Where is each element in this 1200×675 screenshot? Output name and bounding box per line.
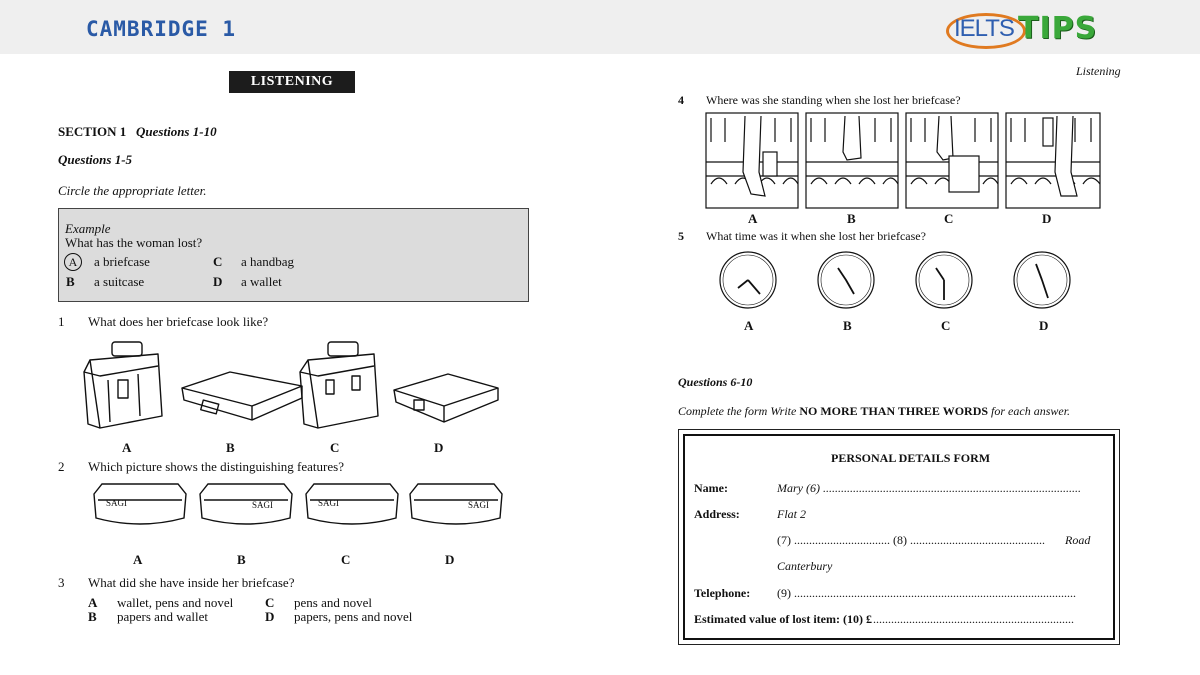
clock-d-image <box>1014 252 1070 308</box>
q5-letter-a: A <box>744 318 754 333</box>
q2-letter-b: B <box>237 552 246 567</box>
clock-illustrations <box>718 250 1078 316</box>
svg-text:SAGI: SAGI <box>106 498 128 508</box>
example-option-d-letter: D <box>213 274 223 289</box>
example-option-a-text: a briefcase <box>94 254 150 269</box>
section-heading <box>58 124 217 140</box>
telephone-answer-field[interactable]: (9) .............................................................................................. <box>777 586 1076 600</box>
briefcase-illustrations <box>80 336 510 436</box>
platform-c-image <box>906 113 998 208</box>
question-1-text: What does her briefcase look like? <box>88 314 269 329</box>
q4-letter-b: B <box>847 211 856 226</box>
feature-a-image <box>94 484 186 524</box>
address-line-1: Flat 2 <box>777 507 806 521</box>
clock-b-image <box>818 252 874 308</box>
q3-option-b-letter: B <box>88 609 97 624</box>
q3-option-c-letter: C <box>265 595 275 610</box>
q4-letter-d: D <box>1042 211 1052 226</box>
q1-letter-d: D <box>434 440 444 455</box>
question-2-text: Which picture shows the distinguishing features? <box>88 459 344 474</box>
question-4-text: Where was she standing when she lost her briefcase? <box>706 93 961 107</box>
estimated-value-label: Estimated value of lost item: (10) £ <box>694 612 872 626</box>
name-answer-field[interactable]: Mary (6) ...................................................................................... <box>777 481 1081 495</box>
feature-c-image <box>306 484 398 524</box>
example-option-a-letter <box>64 253 82 271</box>
question-3-text: What did she have inside her briefcase? <box>88 575 295 590</box>
q3-option-d-letter: D <box>265 609 275 624</box>
instruction-suffix: for each answer. <box>988 404 1071 418</box>
question-5-number: 5 <box>678 229 684 243</box>
question-4-number: 4 <box>678 93 684 107</box>
address-road: Road <box>1065 533 1091 547</box>
feature-d-image <box>410 484 502 524</box>
svg-text:SAGI: SAGI <box>468 500 490 510</box>
address-label: Address: <box>694 507 740 521</box>
form-instruction <box>678 404 1070 419</box>
example-option-c-text: a handbag <box>241 254 295 269</box>
platform-a-image <box>706 113 798 208</box>
q5-letter-d: D <box>1039 318 1049 333</box>
example-label: Example <box>65 221 111 236</box>
q4-letter-a: A <box>748 211 758 226</box>
q3-option-c-text: pens and novel <box>294 595 372 610</box>
q2-letter-a: A <box>133 552 143 567</box>
question-1-number: 1 <box>58 314 65 329</box>
example-option-c-letter: C <box>213 254 223 269</box>
platform-d-image <box>1006 113 1100 208</box>
briefcase-a-image <box>84 342 162 428</box>
example-question: What has the woman lost? <box>65 235 203 250</box>
top-bar <box>0 0 1200 54</box>
example-option-b-letter: B <box>66 274 75 289</box>
answer-circle: A <box>64 253 82 271</box>
example-box <box>58 208 529 302</box>
q5-letter-c: C <box>941 318 951 333</box>
clock-c-image <box>916 252 972 308</box>
section-label: SECTION 1 <box>58 124 127 139</box>
address-answer-field[interactable]: (7) ................................ (8) ............................................. <box>777 533 1045 547</box>
q3-option-d-text: papers, pens and novel <box>294 609 413 624</box>
example-option-d-text: a wallet <box>241 274 282 289</box>
address-city: Canterbury <box>777 559 833 573</box>
q1-letter-a: A <box>122 440 132 455</box>
personal-details-form <box>678 429 1120 645</box>
question-5-text: What time was it when she lost her briefcase? <box>706 229 926 243</box>
platform-illustrations <box>705 112 1101 210</box>
q5-letter-b: B <box>843 318 852 333</box>
example-option-b-text: a suitcase <box>94 274 145 289</box>
estimated-value-field[interactable]: ................................................................... <box>873 612 1074 626</box>
telephone-label: Telephone: <box>694 586 751 600</box>
question-3-number: 3 <box>58 575 65 590</box>
instruction-text: Circle the appropriate letter. <box>58 183 207 198</box>
svg-text:SAGI: SAGI <box>318 498 340 508</box>
feature-b-image <box>200 484 292 524</box>
q1-letter-c: C <box>330 440 340 455</box>
name-label: Name: <box>694 481 728 495</box>
logo-ielts-text: IELTS <box>954 15 1014 42</box>
q3-option-a-text: wallet, pens and novel <box>117 595 234 610</box>
listening-banner: LISTENING <box>229 71 355 93</box>
questions-1-5-heading: Questions 1-5 <box>58 152 133 167</box>
clock-a-image <box>720 252 776 308</box>
logo-tips-text: TIPS <box>1018 11 1098 46</box>
form-inner-border <box>683 434 1115 640</box>
question-2-number: 2 <box>58 459 65 474</box>
briefcase-c-image <box>300 342 378 428</box>
q3-option-a-letter: A <box>88 595 98 610</box>
feature-illustrations <box>88 478 508 548</box>
svg-text:SAGI: SAGI <box>252 500 274 510</box>
q1-letter-b: B <box>226 440 235 455</box>
q4-letter-c: C <box>944 211 954 226</box>
form-title: PERSONAL DETAILS FORM <box>831 451 991 465</box>
instruction-prefix: Complete the form Write <box>678 404 800 418</box>
briefcase-b-image <box>182 372 302 420</box>
questions-6-10-heading: Questions 6-10 <box>678 375 753 389</box>
page-label: Listening <box>1076 64 1121 78</box>
briefcase-d-image <box>394 374 498 422</box>
instruction-bold: NO MORE THAN THREE WORDS <box>799 404 989 418</box>
section-questions: Questions 1-10 <box>136 124 217 139</box>
q3-option-b-text: papers and wallet <box>117 609 208 624</box>
platform-b-image <box>806 113 898 208</box>
ielts-tips-logo <box>942 10 1107 48</box>
q2-letter-c: C <box>341 552 351 567</box>
q2-letter-d: D <box>445 552 455 567</box>
book-title: CAMBRIDGE 1 <box>86 17 237 41</box>
